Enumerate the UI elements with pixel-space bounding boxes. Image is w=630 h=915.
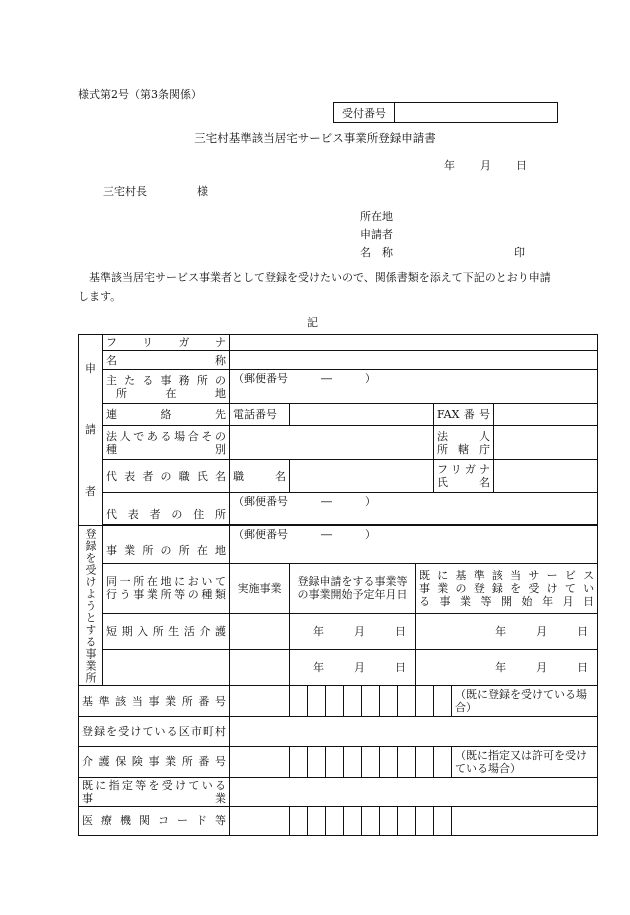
std-office-number-label: 基準該当事業所番号 (79, 686, 230, 717)
digit-box[interactable] (434, 746, 452, 777)
position-label: 職名 (230, 460, 290, 492)
other-existing-date[interactable]: 年 月 日 (416, 650, 598, 686)
receipt-label: 受付番号 (334, 103, 395, 122)
short-stay-label: 短期入所生活介護 (103, 614, 230, 650)
medical-code-extra[interactable] (452, 806, 598, 835)
phone-label: 電話番号 (230, 404, 290, 426)
furigana-label: フリガナ (103, 335, 230, 351)
short-stay-start-date[interactable]: 年 月 日 (290, 614, 416, 650)
digit-box[interactable] (308, 806, 326, 835)
position-field[interactable] (290, 460, 434, 492)
addressee: 三宅村長 (103, 185, 147, 198)
postal-code-label: （郵便番号 ― ） (233, 494, 376, 508)
registered-city-label: 登録を受けている区市町村 (79, 717, 230, 746)
designated-business-field[interactable] (230, 777, 598, 806)
digit-box[interactable] (434, 686, 452, 717)
rep-name-field[interactable] (494, 460, 598, 492)
care-office-number-note: （既に指定又は許可を受けている場合） (452, 746, 598, 777)
digit-box[interactable] (398, 806, 416, 835)
corp-agency-label: 法人 所轄庁 (434, 426, 494, 460)
other-service-label[interactable] (103, 650, 230, 686)
rep-furigana-label: フリガナ 氏名 (434, 460, 494, 492)
other-implemented-field[interactable] (230, 650, 290, 686)
page-title: 三宅村基準該当居宅サービス事業所登録申請書 (194, 131, 436, 145)
registered-city-field[interactable] (230, 717, 598, 746)
other-start-date[interactable]: 年 月 日 (290, 650, 416, 686)
application-table (78, 334, 598, 836)
main-office-label: 主たる事務所の 所在地 (103, 370, 230, 404)
ki-heading: 記 (307, 316, 318, 329)
digit-box[interactable] (380, 806, 398, 835)
medical-code-label: 医療機関コード等 (79, 806, 230, 835)
digit-box[interactable] (308, 686, 326, 717)
intro-paragraph: 基準該当居宅サービス事業者として登録を受けたいので、関係書類を添えて下記のとおり申請します。 (78, 271, 551, 303)
postal-code-label: （郵便番号 ― ） (233, 372, 376, 386)
date-year: 年 (444, 159, 455, 172)
contact-label: 連絡先 (103, 404, 230, 426)
digit-box[interactable] (326, 686, 344, 717)
office-address-label: 事業所の所在地 (103, 525, 230, 563)
digit-box[interactable] (230, 806, 290, 835)
digit-box[interactable] (362, 806, 380, 835)
existing-start-header: 既に基準該当サービス 事業の登録を受けてい る事業等開始年月日 (416, 563, 598, 613)
rep-address-label: 代表者の住所 (103, 492, 230, 524)
digit-box[interactable] (380, 746, 398, 777)
fax-field[interactable] (494, 404, 598, 426)
std-office-number-note: （既に登録を受けている場合） (452, 686, 598, 717)
main-office-field[interactable] (230, 370, 598, 404)
applicant-name-label: 名 称 (360, 246, 393, 259)
applicant-address-label: 所在地 (360, 210, 393, 223)
name-field[interactable] (230, 351, 598, 370)
digit-box[interactable] (308, 746, 326, 777)
section-business: 登録を受けようとする事業所 (79, 525, 103, 686)
digit-box[interactable] (398, 686, 416, 717)
honorific: 様 (197, 185, 208, 198)
start-date-header: 登録申請をする事業等 の事業開始予定年月日 (290, 563, 416, 613)
digit-box[interactable] (362, 746, 380, 777)
applicant-label: 申請者 (360, 228, 393, 241)
fax-label: FAX番号 (434, 404, 494, 426)
digit-box[interactable] (290, 806, 308, 835)
digit-box[interactable] (362, 686, 380, 717)
name-label: 名称 (103, 351, 230, 370)
section-applicant: 申 請 者 (79, 335, 103, 526)
digit-box[interactable] (380, 686, 398, 717)
digit-box[interactable] (344, 746, 362, 777)
digit-box[interactable] (416, 746, 434, 777)
designated-business-label: 既に指定等を受けている 事業 (79, 777, 230, 806)
digit-box[interactable] (416, 806, 434, 835)
digit-box[interactable] (290, 746, 308, 777)
short-stay-implemented-field[interactable] (230, 614, 290, 650)
digit-box[interactable] (326, 806, 344, 835)
digit-box[interactable] (344, 686, 362, 717)
corp-agency-field[interactable] (494, 426, 598, 460)
digit-box[interactable] (434, 806, 452, 835)
corp-type-field[interactable] (230, 426, 434, 460)
digit-box[interactable] (344, 806, 362, 835)
form-number: 様式第2号（第3条関係） (78, 88, 202, 101)
digit-box[interactable] (416, 686, 434, 717)
phone-field[interactable] (290, 404, 434, 426)
date-month: 月 (480, 159, 491, 172)
office-address-field[interactable] (230, 525, 598, 563)
same-location-label: 同一所在地において 行う事業所等の種類 (103, 563, 230, 613)
furigana-field[interactable] (230, 335, 598, 351)
seal-mark: 印 (514, 246, 525, 259)
digit-box[interactable] (398, 746, 416, 777)
rep-address-field[interactable] (230, 492, 598, 524)
digit-box[interactable] (326, 746, 344, 777)
implemented-header: 実施事業 (230, 563, 290, 613)
digit-box[interactable] (230, 746, 290, 777)
receipt-number-box (333, 102, 558, 123)
postal-code-label: （郵便番号 ― ） (233, 527, 376, 541)
digit-box[interactable] (230, 686, 290, 717)
short-stay-existing-date[interactable]: 年 月 日 (416, 614, 598, 650)
corp-type-label: 法人である場合その 種別 (103, 426, 230, 460)
digit-box[interactable] (290, 686, 308, 717)
rep-name-label: 代表者の職氏名 (103, 460, 230, 492)
receipt-number-field[interactable] (395, 103, 557, 122)
care-office-number-label: 介護保険事業所番号 (79, 746, 230, 777)
date-day: 日 (516, 159, 527, 172)
